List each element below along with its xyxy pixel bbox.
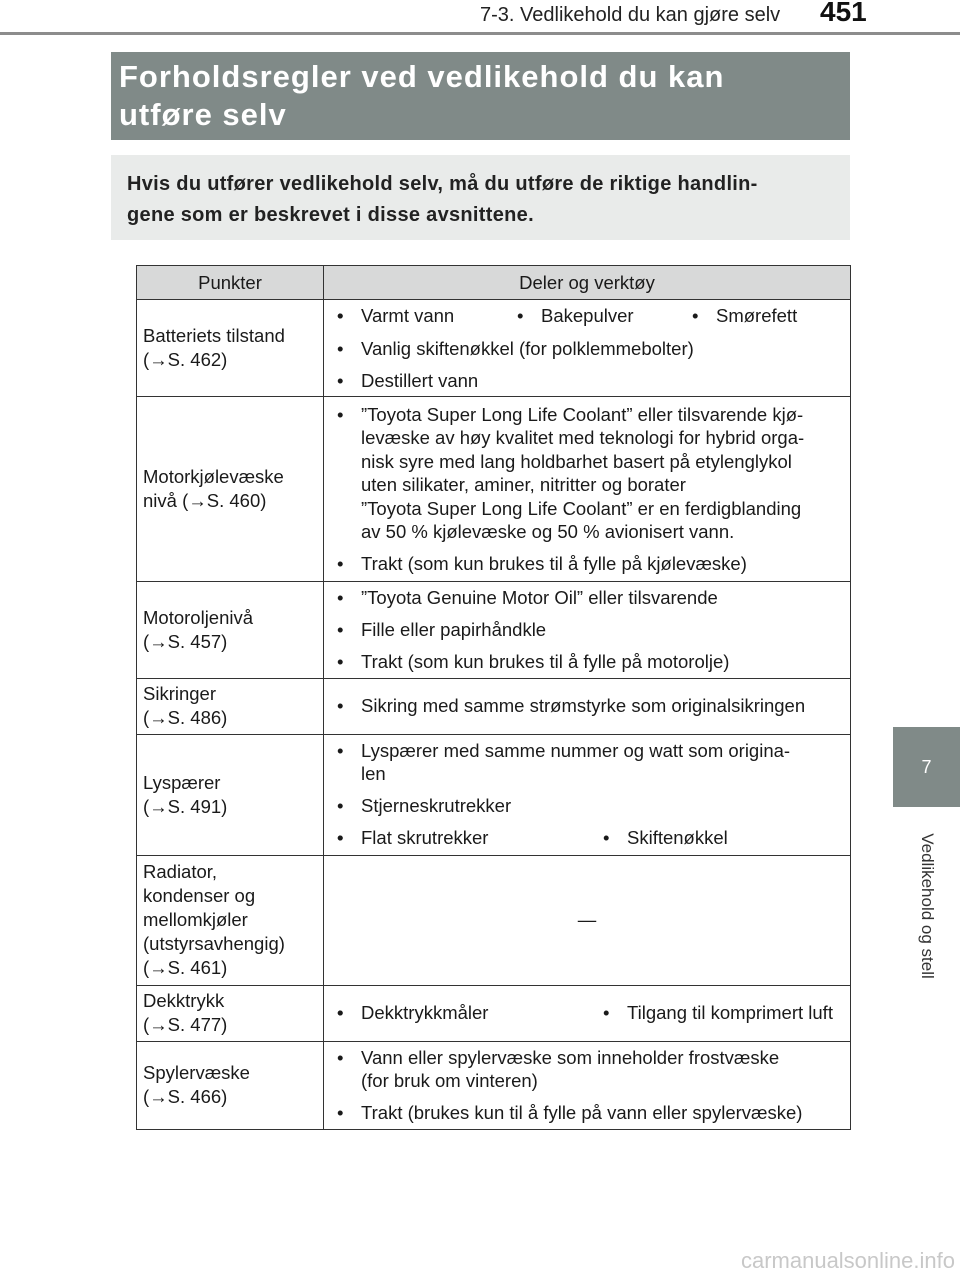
list-item: • • Flat skrutrekker: [336, 826, 602, 850]
list-item: • Destillert vann: [336, 369, 838, 393]
arrow-icon: →: [188, 490, 207, 511]
item-label: Motorkjølevæske nivå (→S. 460): [137, 397, 324, 582]
intro-line-1: Hvis du utfører vedlikehold selv, må du utføre de riktige handlin-: [127, 173, 758, 195]
list-item: • Sikring med samme strømstyrke som originalsikringen: [336, 694, 838, 718]
list-item: • Bakepulver: [516, 304, 691, 328]
list-item: • Vanlig skiftenøkkel (for polklemmebolter): [336, 337, 838, 361]
chapter-tab: [893, 727, 960, 807]
item-label: Batteriets tilstand (→S. 462): [137, 300, 324, 397]
section-title-line-2: utføre selv: [119, 97, 287, 132]
tools-cell: [324, 855, 851, 985]
arrow-icon: →: [149, 707, 168, 728]
header-rule: [0, 32, 960, 35]
tools-cell: [324, 985, 851, 1041]
list-item: • Tilgang til komprimert luft: [602, 1001, 833, 1025]
page-reference-link[interactable]: S. 477): [167, 1014, 228, 1035]
page-reference-link[interactable]: S. 462): [167, 349, 228, 370]
arrow-icon: →: [149, 349, 168, 370]
watermark: carmanualsonline.info: [740, 1248, 955, 1273]
list-item: • ”Toyota Super Long Life Coolant” eller tilsvarende kjø- levæske av høy kvalitet med teknologi for hybrid orga- nisk syre med lang holdbarhet basert på etylenglykol uten silikater, aminer, nitritter og borater ”Toyota Super Long Life Coolant” er en ferdigblanding av 50 % kjølevæske og 50 % avionisert vann.: [336, 403, 838, 544]
intro-line-2: gene som er beskrevet i disse avsnittene.: [127, 204, 534, 226]
list-item: • Stjerneskrutrekker: [336, 794, 838, 818]
list-item: • Trakt (som kun brukes til å fylle på motorolje): [336, 650, 838, 674]
tools-cell: [324, 1041, 851, 1129]
chapter-number: 7: [921, 756, 932, 777]
column-header-items: Punkter: [137, 266, 324, 300]
column-header-tools: Deler og verktøy: [324, 266, 851, 300]
item-label: Radiator, kondenser og mellomkjøler (utstyrsavhengig) (→S. 461): [137, 855, 324, 985]
page-number: 451: [820, 0, 867, 27]
arrow-icon: →: [149, 1086, 168, 1107]
list-item: • Vann eller spylervæske som inneholder frostvæske (for bruk om vinteren): [336, 1046, 838, 1093]
empty-dash: —: [577, 909, 597, 930]
table-row: [137, 855, 851, 985]
item-label: Lyspærer (→S. 491): [137, 734, 324, 855]
list-item: • • Varmt vann: [336, 304, 516, 328]
arrow-icon: →: [149, 795, 168, 817]
table-row: [137, 1041, 851, 1129]
item-label: Spylervæske (→S. 466): [137, 1041, 324, 1129]
page-reference-link[interactable]: S. 466): [167, 1086, 228, 1107]
tools-cell: [324, 582, 851, 679]
tools-cell: [324, 397, 851, 582]
table-row: [137, 734, 851, 855]
page-reference-link[interactable]: S. 457): [167, 630, 228, 652]
tools-cell: [324, 678, 851, 734]
section-header: 7-3. Vedlikehold du kan gjøre selv: [480, 4, 781, 26]
page-reference-link[interactable]: S. 486): [167, 707, 228, 728]
section-title-band: [111, 52, 850, 140]
chapter-title: Vedlikehold og stell: [918, 833, 938, 979]
tools-cell: [324, 734, 851, 855]
list-item: • ”Toyota Genuine Motor Oil” eller tilsvarende: [336, 586, 838, 610]
table-row: [137, 678, 851, 734]
page-reference-link[interactable]: S. 491): [167, 795, 228, 817]
page-reference-link[interactable]: S. 460): [206, 490, 267, 511]
item-label: Dekktrykk (→S. 477): [137, 985, 324, 1041]
list-item: • Fille eller papirhåndkle: [336, 618, 838, 642]
list-item: • Trakt (brukes kun til å fylle på vann eller spylervæske): [336, 1101, 838, 1125]
list-item: • Smørefett: [691, 304, 797, 328]
arrow-icon: →: [149, 630, 168, 652]
list-item: • Lyspærer med samme nummer og watt som origina- len: [336, 739, 838, 786]
list-item: • Trakt (som kun brukes til å fylle på kjølevæske): [336, 552, 838, 576]
page-reference-link[interactable]: S. 461): [167, 957, 228, 978]
tools-cell: [324, 300, 851, 397]
table-row: [137, 985, 851, 1041]
chapter-side-label: [897, 820, 957, 992]
item-label: Motoroljenivå (→S. 457): [137, 582, 324, 679]
table-row: [137, 300, 851, 397]
intro-box: [111, 155, 850, 240]
item-label: Sikringer (→S. 486): [137, 678, 324, 734]
section-title: [119, 58, 842, 134]
maintenance-table: [136, 265, 851, 1130]
table-row: [137, 397, 851, 582]
list-item: • • Dekktrykkmåler: [336, 1001, 602, 1025]
arrow-icon: →: [149, 957, 168, 978]
list-item: • Skiftenøkkel: [602, 826, 728, 850]
table-header-row: [137, 266, 851, 300]
table-row: [137, 582, 851, 679]
arrow-icon: →: [149, 1014, 168, 1035]
section-title-line-1: Forholdsregler ved vedlikehold du kan: [119, 59, 725, 94]
